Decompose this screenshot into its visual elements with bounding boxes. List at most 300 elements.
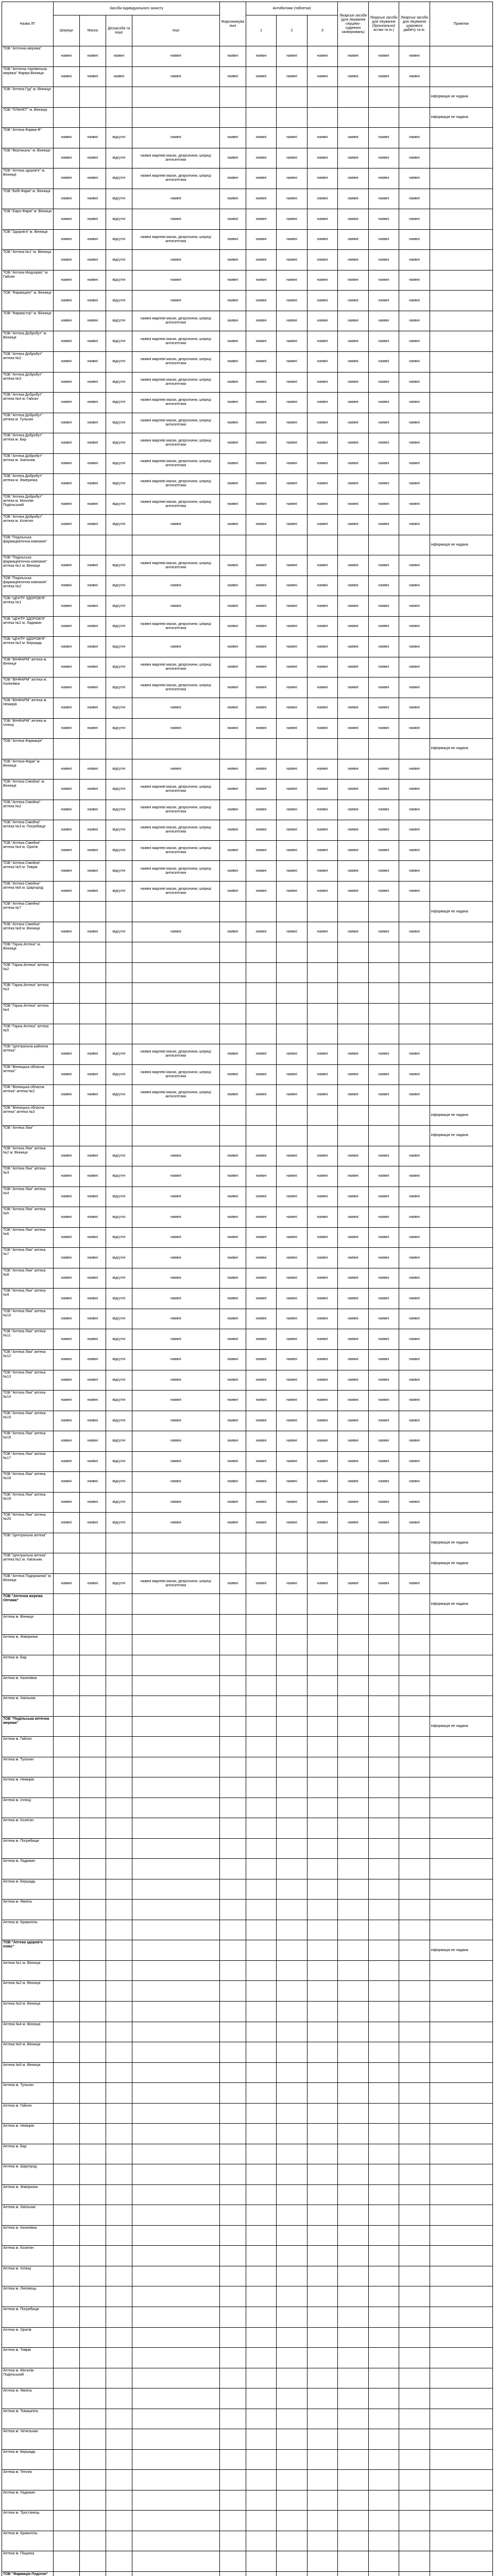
table-row bbox=[2, 515, 493, 535]
cell bbox=[106, 1859, 132, 1879]
cell bbox=[246, 1859, 276, 1879]
cell bbox=[399, 1533, 430, 1553]
cell bbox=[338, 1594, 368, 1615]
pharmacy-name: Аптека м. Іллінці bbox=[2, 1798, 54, 1818]
cell: наявні bbox=[368, 1513, 399, 1533]
cell: наявні bbox=[338, 677, 368, 698]
cell bbox=[79, 2246, 106, 2266]
cell: наявні bbox=[219, 677, 246, 698]
cell bbox=[106, 2368, 132, 2388]
cell bbox=[399, 2571, 430, 2576]
cell: наявні bbox=[219, 1329, 246, 1350]
cell: наявні bbox=[219, 1411, 246, 1431]
table-row bbox=[2, 474, 493, 495]
cell: наявні bbox=[277, 1431, 307, 1452]
note-cell bbox=[430, 189, 492, 209]
cell bbox=[132, 1024, 219, 1044]
cell: наявні bbox=[219, 250, 246, 270]
cell bbox=[79, 1105, 106, 1126]
table-row bbox=[2, 1105, 493, 1126]
cell: відсутні bbox=[106, 555, 132, 576]
cell bbox=[219, 1940, 246, 1961]
cell: наявні bbox=[277, 1187, 307, 1207]
cell: наявні bbox=[53, 1207, 79, 1228]
cell: наявні bbox=[307, 800, 338, 820]
cell bbox=[307, 2002, 338, 2022]
cell: наявні bbox=[368, 148, 399, 168]
cell bbox=[53, 1614, 79, 1635]
cell: наявні bbox=[368, 433, 399, 454]
cell: наявні bbox=[307, 1268, 338, 1289]
cell: наявні bbox=[246, 1391, 276, 1411]
cell bbox=[53, 1777, 79, 1798]
note-cell: інформація не надана bbox=[430, 1716, 492, 1737]
pharmacy-name: ТОВ "Аптека Ліки" аптека №12 bbox=[2, 1350, 54, 1370]
cell: наявні марлеві маски, дезрозчини, шприці антисептики bbox=[132, 861, 219, 882]
cell bbox=[338, 1696, 368, 1717]
cell: наявні bbox=[338, 1411, 368, 1431]
cell: наявні bbox=[307, 1472, 338, 1493]
note-cell bbox=[430, 718, 492, 739]
cell: наявні bbox=[53, 270, 79, 291]
pharmacy-name: ТОВ "Аптека Сімейна" аптека №7 bbox=[2, 902, 54, 922]
cell bbox=[368, 1981, 399, 2002]
cell: наявні bbox=[132, 637, 219, 657]
cell: наявні bbox=[399, 657, 430, 677]
cell: наявні bbox=[132, 66, 219, 87]
table-row bbox=[2, 2449, 493, 2470]
cell: наявні bbox=[399, 1513, 430, 1533]
table-row bbox=[2, 1859, 493, 1879]
cell: наявні bbox=[79, 1350, 106, 1370]
table-row bbox=[2, 1492, 493, 1513]
cell: наявні bbox=[219, 1573, 246, 1594]
cell bbox=[132, 87, 219, 108]
cell bbox=[399, 2307, 430, 2327]
cell bbox=[307, 2266, 338, 2286]
cell: наявні bbox=[246, 1064, 276, 1085]
cell bbox=[106, 1940, 132, 1961]
cell: відсутні bbox=[106, 1411, 132, 1431]
cell: наявні bbox=[219, 1431, 246, 1452]
cell: наявні bbox=[307, 596, 338, 617]
cell bbox=[307, 2144, 338, 2164]
cell: наявні bbox=[307, 372, 338, 393]
cell: наявні bbox=[79, 189, 106, 209]
cell bbox=[399, 2449, 430, 2470]
note-cell bbox=[430, 840, 492, 861]
cell: наявні bbox=[53, 1309, 79, 1329]
cell: наявні bbox=[246, 922, 276, 942]
cell bbox=[53, 2348, 79, 2368]
cell bbox=[368, 1940, 399, 1961]
cell: наявні bbox=[307, 718, 338, 739]
note-cell bbox=[430, 393, 492, 413]
cell bbox=[79, 2164, 106, 2185]
pharmacy-name: ТОВ "Подільська аптечна мережа" bbox=[2, 1716, 54, 1737]
cell bbox=[399, 1859, 430, 1879]
cell bbox=[219, 2042, 246, 2063]
cell bbox=[246, 2103, 276, 2124]
cell bbox=[368, 1105, 399, 1126]
cell: наявні bbox=[219, 616, 246, 637]
cell: відсутні bbox=[106, 515, 132, 535]
cell bbox=[219, 1859, 246, 1879]
cell bbox=[277, 1798, 307, 1818]
cell: наявні bbox=[368, 1146, 399, 1166]
cell: наявні bbox=[368, 270, 399, 291]
cell: наявні bbox=[277, 922, 307, 942]
table-row bbox=[2, 575, 493, 596]
cell: наявні bbox=[368, 698, 399, 719]
cell: наявні bbox=[399, 168, 430, 189]
cell: наявні bbox=[219, 66, 246, 87]
cell: наявні bbox=[307, 1085, 338, 1106]
pharmacy-name: ТОВ "Вінницька обласна аптека" bbox=[2, 1064, 54, 1085]
cell bbox=[132, 1105, 219, 1126]
cell bbox=[132, 1655, 219, 1675]
cell: наявні bbox=[246, 453, 276, 474]
cell bbox=[246, 2124, 276, 2144]
cell bbox=[307, 2184, 338, 2205]
cell bbox=[79, 1798, 106, 1818]
cell bbox=[399, 2286, 430, 2307]
cell: наявні bbox=[338, 46, 368, 67]
cell: наявні bbox=[106, 66, 132, 87]
cell: наявні bbox=[53, 1573, 79, 1594]
cell: наявні bbox=[307, 291, 338, 311]
table-row bbox=[2, 1146, 493, 1166]
pharmacy-name: ТОВ "Аптека №1" м. Вінниця bbox=[2, 250, 54, 270]
cell: наявні bbox=[368, 718, 399, 739]
cell: наявні bbox=[53, 800, 79, 820]
cell: відсутні bbox=[106, 1064, 132, 1085]
cell: наявні bbox=[368, 229, 399, 250]
cell bbox=[79, 2307, 106, 2327]
cell: наявні bbox=[246, 1268, 276, 1289]
note-cell: інформація не надана bbox=[430, 902, 492, 922]
cell: наявні bbox=[368, 1044, 399, 1065]
cell bbox=[246, 2490, 276, 2511]
cell bbox=[368, 2286, 399, 2307]
cell: наявні bbox=[307, 759, 338, 779]
cell bbox=[246, 2307, 276, 2327]
header-col-7: 2 bbox=[277, 15, 307, 46]
cell bbox=[53, 942, 79, 963]
cell: наявні bbox=[106, 46, 132, 67]
cell: наявні bbox=[399, 596, 430, 617]
cell bbox=[246, 2388, 276, 2409]
cell: наявні bbox=[79, 677, 106, 698]
cell: наявні bbox=[338, 311, 368, 331]
cell bbox=[399, 1024, 430, 1044]
cell: наявні bbox=[132, 596, 219, 617]
cell bbox=[399, 2103, 430, 2124]
cell: відсутні bbox=[106, 494, 132, 515]
note-cell bbox=[430, 433, 492, 454]
cell bbox=[277, 535, 307, 555]
cell: наявні bbox=[53, 1044, 79, 1065]
cell bbox=[399, 1003, 430, 1024]
cell: відсутні bbox=[106, 881, 132, 902]
cell: наявні bbox=[53, 677, 79, 698]
cell bbox=[338, 902, 368, 922]
cell: наявні bbox=[53, 393, 79, 413]
cell bbox=[368, 1655, 399, 1675]
cell bbox=[219, 2409, 246, 2429]
cell bbox=[368, 1594, 399, 1615]
pharmacy-name: ТОВ "Фармацевт" м. Вінниця bbox=[2, 291, 54, 311]
cell: наявні bbox=[368, 575, 399, 596]
note-cell bbox=[430, 1879, 492, 1900]
cell: наявні bbox=[246, 779, 276, 800]
cell bbox=[219, 739, 246, 759]
cell bbox=[307, 107, 338, 128]
cell: наявні bbox=[307, 637, 338, 657]
cell bbox=[368, 1024, 399, 1044]
cell bbox=[307, 1553, 338, 1574]
cell: наявні марлеві маски, дезрозчини, шприці антисептики bbox=[132, 616, 219, 637]
cell: наявні bbox=[246, 575, 276, 596]
cell: наявні bbox=[277, 1370, 307, 1391]
table-row bbox=[2, 1024, 493, 1044]
note-cell bbox=[430, 2083, 492, 2104]
cell bbox=[246, 2225, 276, 2246]
cell bbox=[79, 2205, 106, 2226]
cell: наявні bbox=[277, 311, 307, 331]
cell bbox=[338, 2246, 368, 2266]
cell bbox=[132, 2571, 219, 2576]
cell bbox=[368, 2184, 399, 2205]
cell bbox=[53, 1024, 79, 1044]
cell bbox=[399, 1940, 430, 1961]
cell: відсутні bbox=[106, 393, 132, 413]
table-row bbox=[2, 1513, 493, 1533]
cell bbox=[277, 2164, 307, 2185]
cell: наявні bbox=[53, 861, 79, 882]
pharmacy-name: ТОВ "Аптека Фарма-Ф" bbox=[2, 128, 54, 148]
cell: наявні bbox=[368, 840, 399, 861]
cell: наявні bbox=[307, 331, 338, 352]
cell: наявні bbox=[277, 840, 307, 861]
cell bbox=[277, 2062, 307, 2083]
cell: наявні bbox=[307, 1451, 338, 1472]
cell bbox=[132, 2164, 219, 2185]
cell bbox=[307, 1900, 338, 1920]
cell: наявні bbox=[219, 698, 246, 719]
table-row bbox=[2, 759, 493, 779]
cell: наявні bbox=[338, 861, 368, 882]
table-row bbox=[2, 2368, 493, 2388]
cell bbox=[399, 107, 430, 128]
cell: наявні bbox=[79, 637, 106, 657]
cell: наявні bbox=[399, 1064, 430, 1085]
cell: наявні bbox=[338, 779, 368, 800]
cell: наявні bbox=[277, 1411, 307, 1431]
cell bbox=[53, 2531, 79, 2551]
cell: наявні bbox=[338, 393, 368, 413]
cell bbox=[277, 1940, 307, 1961]
cell bbox=[338, 1940, 368, 1961]
note-cell: інформація не надана bbox=[430, 535, 492, 555]
cell bbox=[399, 2246, 430, 2266]
cell bbox=[53, 1798, 79, 1818]
cell bbox=[132, 1879, 219, 1900]
cell: наявні bbox=[53, 209, 79, 230]
cell bbox=[106, 2327, 132, 2348]
cell: наявні bbox=[246, 270, 276, 291]
note-cell bbox=[430, 2266, 492, 2286]
cell: наявні bbox=[277, 555, 307, 576]
cell bbox=[219, 1635, 246, 1655]
table-row bbox=[2, 1431, 493, 1452]
cell: наявні марлеві маски, дезрозчини, шприці антисептики bbox=[132, 311, 219, 331]
cell: наявні bbox=[338, 209, 368, 230]
pharmacy-name: Аптека №5 м. Вінниця bbox=[2, 2042, 54, 2063]
pharmacy-name: Аптека м. Бершадь bbox=[2, 1879, 54, 1900]
cell: наявні bbox=[277, 820, 307, 841]
note-cell: інформація не надана bbox=[430, 1594, 492, 1615]
note-cell bbox=[430, 1309, 492, 1329]
cell bbox=[246, 1920, 276, 1940]
cell bbox=[399, 2124, 430, 2144]
cell bbox=[79, 2266, 106, 2286]
cell: наявні bbox=[307, 555, 338, 576]
pharmacy-name: ТОВ "Аптека Добробут" аптека м. Жмеринка bbox=[2, 474, 54, 495]
cell: наявні bbox=[368, 250, 399, 270]
cell bbox=[132, 2368, 219, 2388]
note-cell bbox=[430, 1818, 492, 1839]
cell: наявні bbox=[307, 351, 338, 372]
cell: наявні bbox=[79, 1146, 106, 1166]
cell bbox=[307, 2103, 338, 2124]
note-cell bbox=[430, 1370, 492, 1391]
header-col-4: Інші bbox=[132, 15, 219, 46]
cell bbox=[132, 1940, 219, 1961]
cell bbox=[399, 1981, 430, 2002]
cell bbox=[79, 1533, 106, 1553]
cell: наявні bbox=[53, 575, 79, 596]
cell bbox=[246, 2368, 276, 2388]
cell bbox=[307, 1879, 338, 1900]
cell bbox=[106, 1655, 132, 1675]
cell: наявні bbox=[399, 148, 430, 168]
cell bbox=[368, 1777, 399, 1798]
cell: наявні bbox=[307, 311, 338, 331]
cell bbox=[338, 2409, 368, 2429]
cell: відсутні bbox=[106, 413, 132, 433]
cell bbox=[53, 2266, 79, 2286]
cell: наявні bbox=[399, 800, 430, 820]
cell: наявні bbox=[368, 861, 399, 882]
note-cell bbox=[430, 1268, 492, 1289]
cell bbox=[368, 2551, 399, 2572]
table-row bbox=[2, 1289, 493, 1309]
table-row bbox=[2, 1798, 493, 1818]
cell bbox=[219, 2062, 246, 2083]
cell: наявні bbox=[277, 168, 307, 189]
cell bbox=[106, 1818, 132, 1839]
note-cell bbox=[430, 698, 492, 719]
note-cell: інформація не надана bbox=[430, 1105, 492, 1126]
cell bbox=[399, 2511, 430, 2531]
cell bbox=[277, 2103, 307, 2124]
cell: наявні bbox=[53, 922, 79, 942]
cell bbox=[53, 1696, 79, 1717]
cell bbox=[132, 1696, 219, 1717]
table-row bbox=[2, 2225, 493, 2246]
cell: відсутні bbox=[106, 840, 132, 861]
pharmacy-name: Аптека м. Томашпіль bbox=[2, 2409, 54, 2429]
cell: наявні bbox=[399, 453, 430, 474]
pharmacy-name: ТОВ "Центральна районна аптека" bbox=[2, 1044, 54, 1065]
cell: наявні bbox=[79, 1064, 106, 1085]
note-cell bbox=[430, 351, 492, 372]
cell: відсутні bbox=[106, 433, 132, 454]
cell: наявні bbox=[79, 515, 106, 535]
cell bbox=[79, 1614, 106, 1635]
cell: наявні bbox=[79, 1248, 106, 1268]
cell bbox=[368, 1920, 399, 1940]
cell bbox=[132, 2449, 219, 2470]
cell bbox=[246, 902, 276, 922]
table-row bbox=[2, 1044, 493, 1065]
cell bbox=[399, 2205, 430, 2226]
pharmacy-name: ТОВ "Бебі-Фарм" м. Вінниця bbox=[2, 189, 54, 209]
cell: наявні bbox=[368, 1207, 399, 1228]
cell bbox=[307, 2022, 338, 2042]
pharmacy-name: ТОВ "Вінницька обласна аптека" аптека №3 bbox=[2, 1105, 54, 1126]
cell bbox=[219, 1105, 246, 1126]
cell bbox=[399, 1818, 430, 1839]
cell: наявні bbox=[246, 331, 276, 352]
cell bbox=[368, 1716, 399, 1737]
cell: наявні bbox=[219, 189, 246, 209]
cell bbox=[246, 2429, 276, 2450]
cell bbox=[53, 2470, 79, 2490]
cell bbox=[219, 2511, 246, 2531]
cell: наявні bbox=[338, 1431, 368, 1452]
cell bbox=[132, 962, 219, 983]
cell: наявні марлеві маски, дезрозчини, шприці антисептики bbox=[132, 413, 219, 433]
cell bbox=[338, 2368, 368, 2388]
cell bbox=[79, 2348, 106, 2368]
cell bbox=[246, 2511, 276, 2531]
cell: наявні bbox=[53, 494, 79, 515]
cell bbox=[106, 1533, 132, 1553]
cell: наявні bbox=[79, 128, 106, 148]
pharmacy-name: Аптека №1 м. Вінниця bbox=[2, 1960, 54, 1981]
cell: наявні bbox=[219, 413, 246, 433]
cell: наявні bbox=[338, 718, 368, 739]
note-cell: інформація не надана bbox=[430, 1533, 492, 1553]
note-cell bbox=[430, 1614, 492, 1635]
note-cell bbox=[430, 962, 492, 983]
cell: наявні bbox=[132, 1309, 219, 1329]
cell: відсутні bbox=[106, 168, 132, 189]
cell bbox=[246, 1003, 276, 1024]
cell: наявні bbox=[53, 1085, 79, 1106]
cell bbox=[399, 1777, 430, 1798]
cell: наявні bbox=[246, 1248, 276, 1268]
cell bbox=[307, 1757, 338, 1777]
cell bbox=[338, 1757, 368, 1777]
cell: наявні bbox=[277, 474, 307, 495]
cell: наявні bbox=[53, 1370, 79, 1391]
table-row bbox=[2, 698, 493, 719]
cell bbox=[246, 2205, 276, 2226]
cell bbox=[277, 1675, 307, 1696]
